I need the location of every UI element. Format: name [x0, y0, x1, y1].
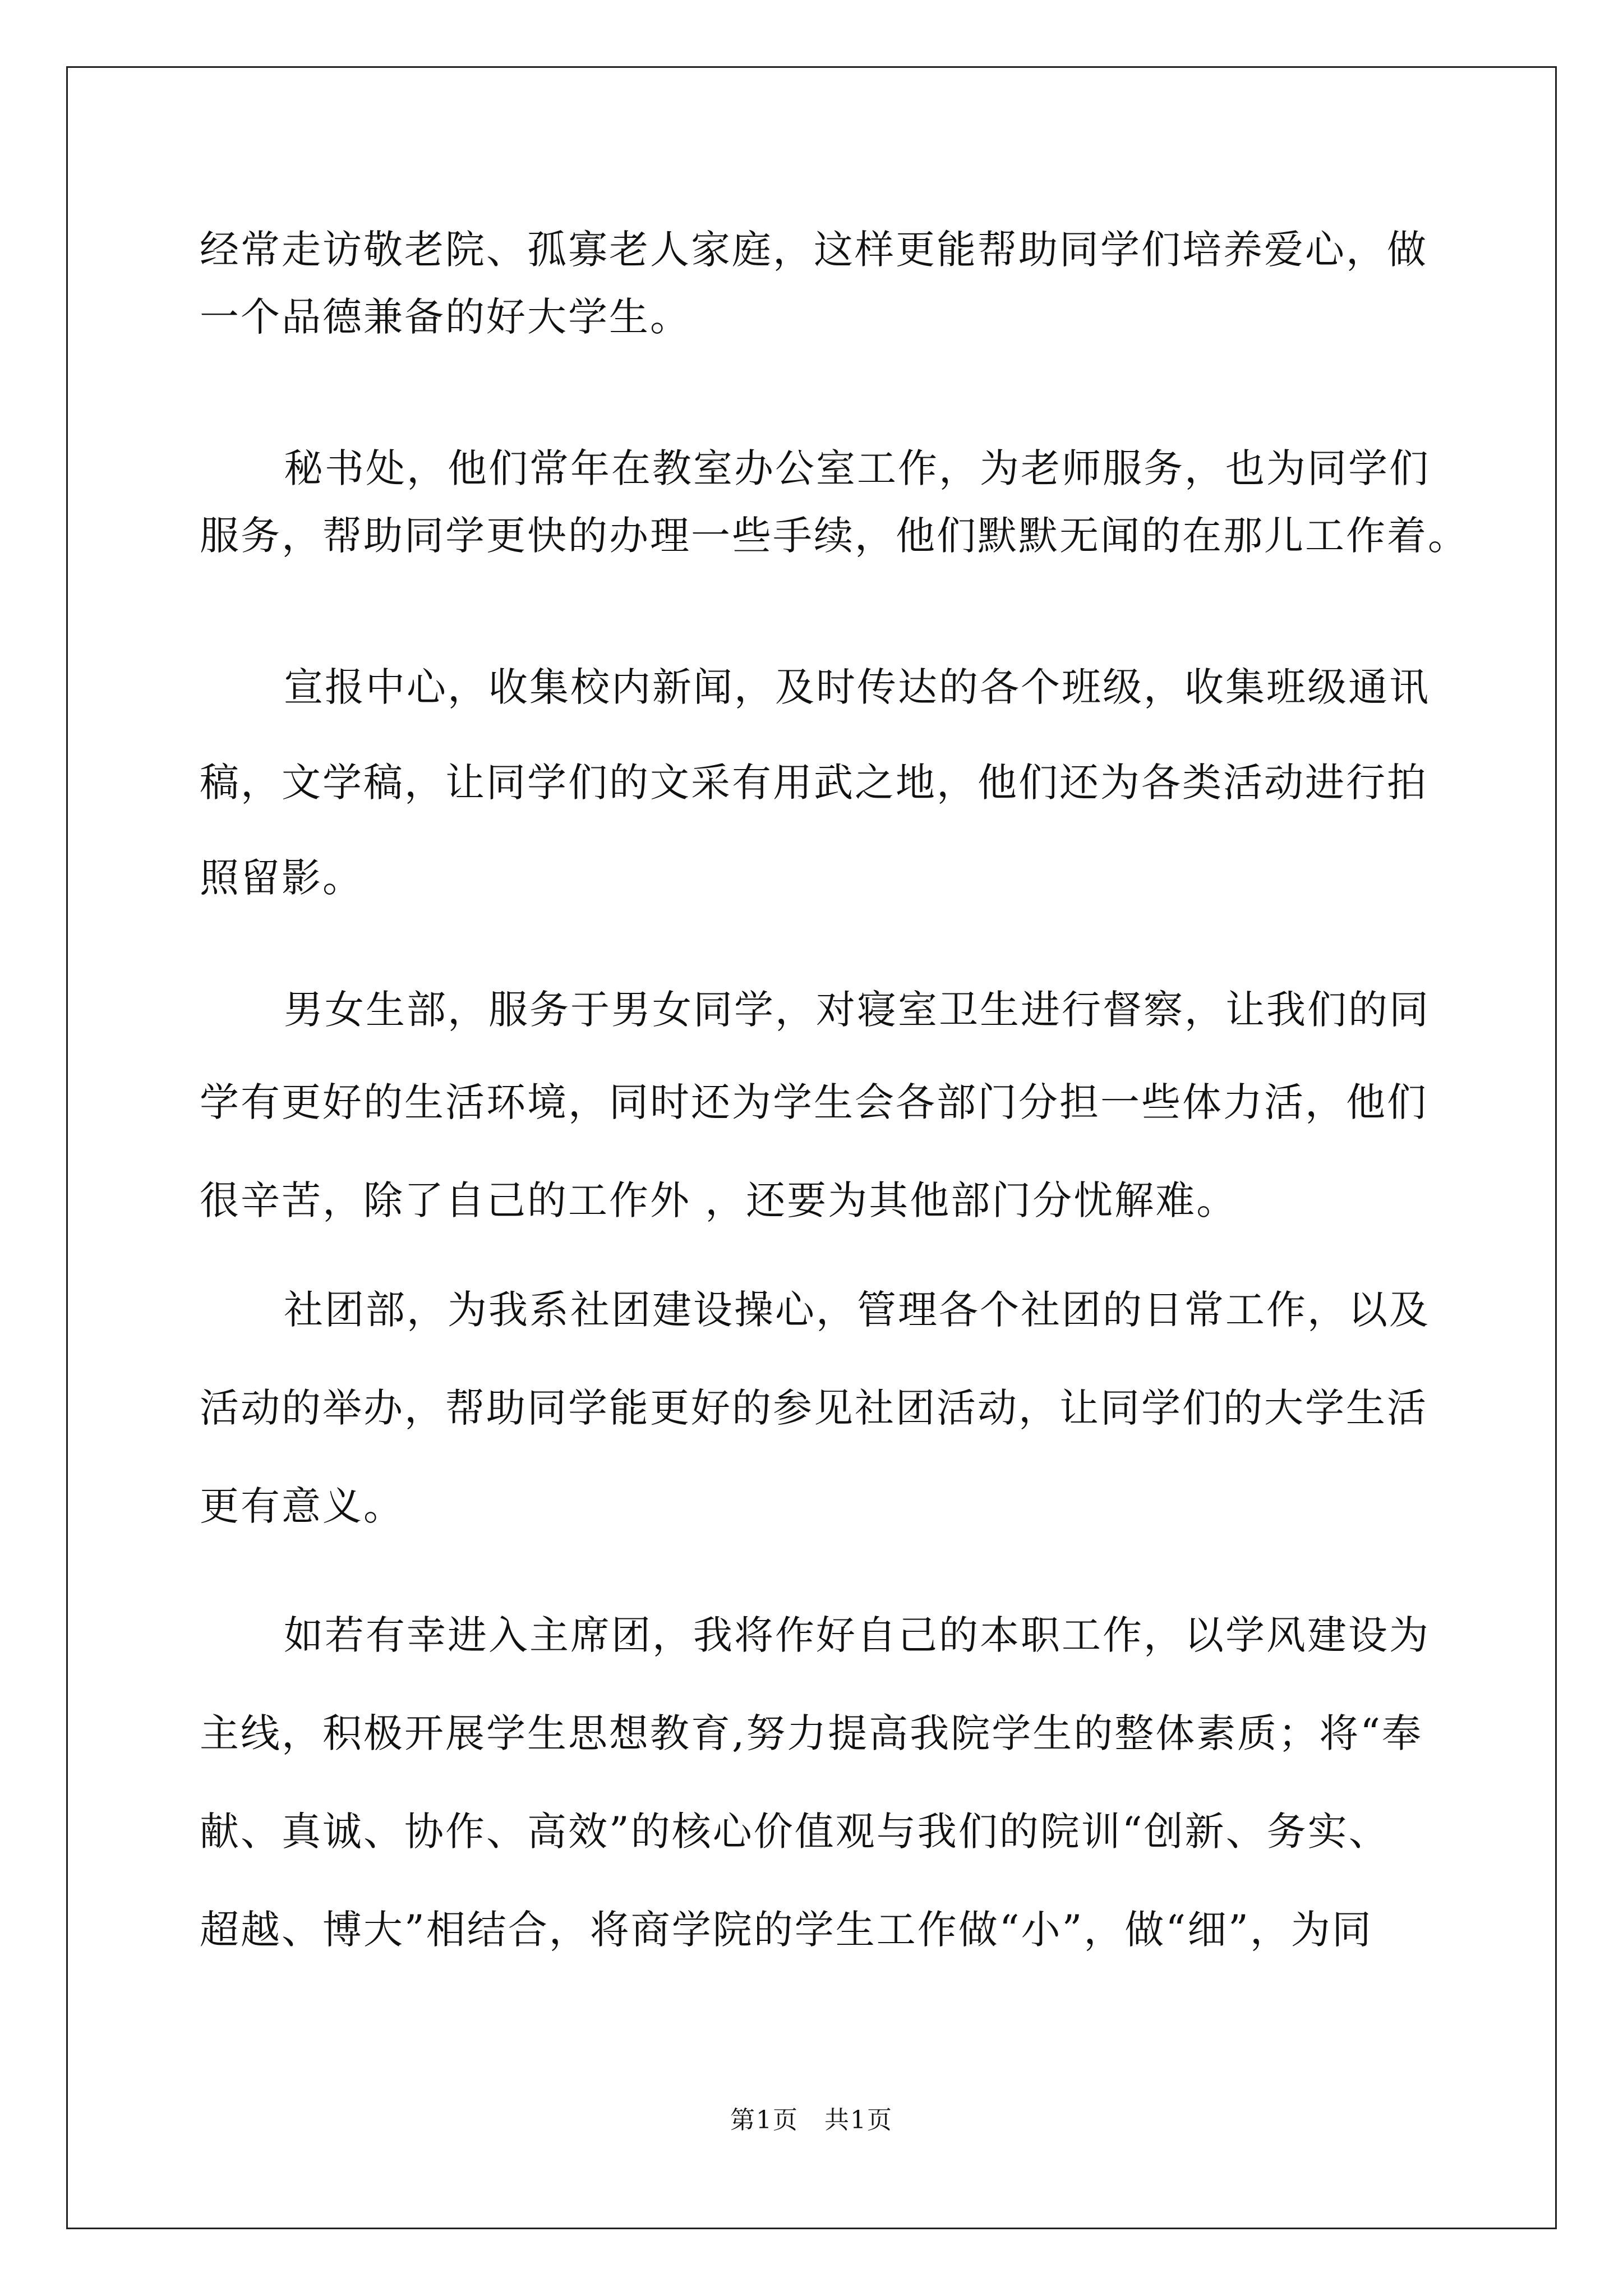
text-line: 社团部，为我系社团建设操心，管理各个社团的日常工作，以及: [284, 1287, 1430, 1333]
text-line: 宣报中心，收集校内新闻，及时传达的各个班级，收集班级通讯: [284, 664, 1430, 710]
text-line: 男女生部，服务于男女同学，对寝室卫生进行督察，让我们的同: [284, 987, 1430, 1033]
text-line: 稿，文学稿，让同学们的文采有用武之地，他们还为各类活动进行拍: [200, 760, 1428, 806]
text-line: 秘书处，他们常年在教室办公室工作，为老师服务，也为同学们: [284, 445, 1430, 491]
page-footer: 第1页 共1页: [730, 2106, 893, 2134]
text-line: 很辛苦，除了自己的工作外 ，还要为其他部门分忧解难。: [200, 1177, 1238, 1223]
text-line: 主线，积极开展学生思想教育,努力提高我院学生的整体素质；将“奉: [200, 1710, 1423, 1756]
text-line: 更有意义。: [200, 1483, 404, 1529]
text-line: 学有更好的生活环境，同时还为学生会各部门分担一些体力活，他们: [200, 1079, 1428, 1125]
text-line: 服务，帮助同学更快的办理一些手续，他们默默无闻的在那儿工作着。: [200, 513, 1469, 559]
text-line: 一个品德兼备的好大学生。: [200, 294, 691, 340]
text-line: 献、真诚、协作、高效”的核心价值观与我们的院训“创新、务实、: [200, 1809, 1390, 1855]
text-line: 照留影。: [200, 855, 363, 901]
text-line: 如若有幸进入主席团，我将作好自己的本职工作，以学风建设为: [284, 1612, 1430, 1658]
text-line: 活动的举办，帮助同学能更好的参见社团活动，让同学们的大学生活: [200, 1385, 1428, 1431]
text-line: 超越、博大”相结合，将商学院的学生工作做“小”，做“细”，为同: [200, 1907, 1373, 1953]
text-line: 经常走访敬老院、孤寡老人家庭，这样更能帮助同学们培养爱心，做: [200, 227, 1428, 273]
